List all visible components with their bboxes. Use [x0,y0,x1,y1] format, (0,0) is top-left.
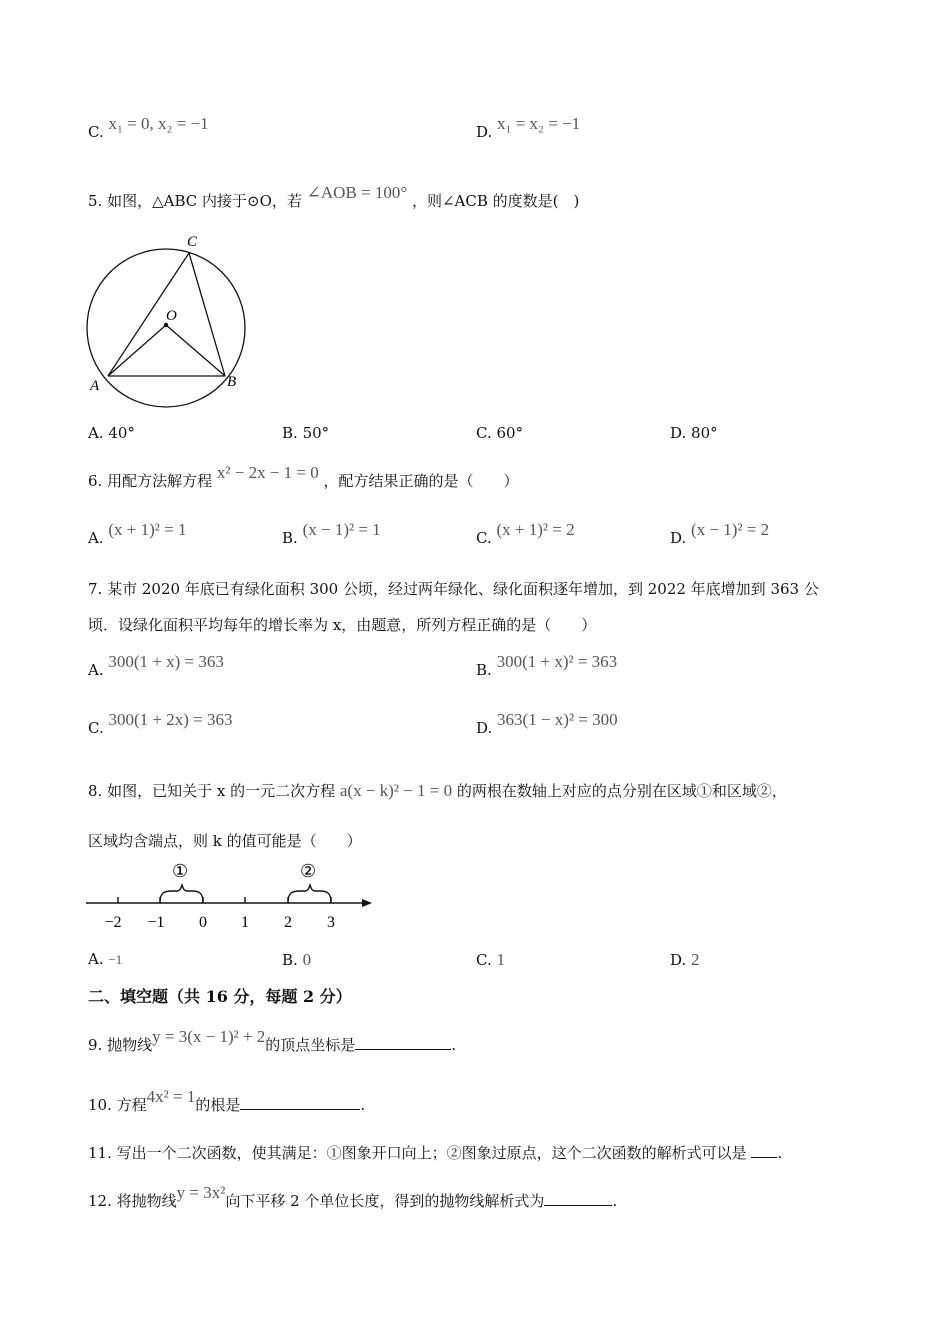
option-label: A. [88,950,104,968]
answer-blank[interactable] [355,1035,451,1050]
question-number: 6. [88,472,103,490]
option-label: C. [476,424,492,442]
option-value: 80° [691,424,718,442]
question-math: 4x² = 1 [146,1087,196,1106]
label-b: B [227,374,237,390]
question-number: 11. [88,1144,112,1162]
question-8-line2 [88,830,362,851]
question-text: 向下平移 2 个单位长度，得到的抛物线解析式为 [225,1192,545,1210]
option-label: D. [670,424,687,442]
option-value: 40° [108,424,135,442]
question-text: 如图，已知关于 x 的一元二次方程 [107,782,336,800]
question-text: 的两根在数轴上对应的点分别在区域①和区域②， [456,782,787,800]
brace-region-1 [160,885,203,902]
answer-blank[interactable] [544,1191,612,1206]
option-math: 300(1 + x)² = 363 [496,652,618,671]
question-text: 的根是 [195,1096,241,1114]
region-1-label: ① [172,861,189,881]
option-label: B. [476,661,492,679]
question-number: 7. [88,580,103,598]
q8-option-b [282,950,311,970]
question-7-line2 [88,614,596,635]
question-number: 9. [88,1036,103,1054]
option-label: B. [282,424,298,442]
question-number: 5. [88,192,103,210]
q7-option-b [476,652,618,680]
circle-o [87,249,245,407]
option-label: D. [670,951,687,969]
option-label: D. [476,719,493,737]
option-math: −1 [108,952,123,967]
question-12 [88,1183,618,1211]
option-math: (x + 1)² = 2 [496,520,575,539]
q6-option-d [670,520,770,548]
option-math: (x − 1)² = 1 [302,520,381,539]
tick-label: 3 [327,914,335,931]
option-label: C. [476,529,492,547]
tick-label: −1 [147,914,165,931]
q6-option-a [88,520,187,548]
question-6 [88,463,519,491]
question-5 [88,183,580,211]
option-value: 60° [496,424,524,442]
question-text: 抛物线 [107,1036,153,1054]
option-label: C. [476,951,492,969]
question-9 [88,1027,457,1055]
question-number: 10. [88,1096,112,1114]
q4-option-c [88,114,209,142]
question-text: 用配方法解方程 [107,472,213,490]
question-number: 8. [88,782,103,800]
q8-option-d [670,950,700,970]
question-7-line1 [88,578,819,599]
question-text: 方程 [116,1096,147,1114]
tick-label: −2 [104,914,122,931]
tick-label: 0 [199,914,207,931]
q4-option-d [476,114,581,142]
question-10 [88,1087,366,1115]
option-label: C. [88,719,104,737]
label-a: A [90,378,100,394]
number-line-figure [80,855,380,935]
answer-blank[interactable] [751,1143,777,1158]
option-label: D. [476,123,493,141]
option-math: 300(1 + 2x) = 363 [108,710,233,729]
question-text: . [777,1144,783,1162]
q6-option-b [282,520,381,548]
q8-option-a [88,950,122,968]
tick-label: 1 [241,914,249,931]
option-math: 0 [302,950,312,969]
q7-option-d [476,710,618,738]
option-label: A. [88,424,104,442]
question-text: 如图，△ABC 内接于⊙O，若 [107,192,302,210]
option-value: 50° [302,424,330,442]
question-11 [88,1142,782,1163]
q7-option-a [88,652,224,680]
segment-ob [166,325,225,376]
label-o: O [166,308,177,324]
option-math: 2 [691,950,700,969]
question-math: a(x − k)² − 1 = 0 [339,781,453,800]
question-text: 将抛物线 [116,1192,177,1210]
brace-region-2 [288,885,331,902]
option-label: A. [88,529,104,547]
region-2-label: ② [300,861,317,881]
circle-triangle-figure [80,228,260,408]
q6-option-c [476,520,575,548]
tick-label: 2 [284,914,292,931]
option-math: x₁ = 0, x₂ = −1 [108,114,209,133]
question-text: . [360,1096,366,1114]
question-8-line1 [88,780,787,801]
arrow-right-icon [362,899,372,907]
question-math: y = 3x² [176,1183,226,1202]
label-c: C [187,234,198,250]
question-number: 12. [88,1192,112,1210]
question-math: y = 3(x − 1)² + 2 [152,1027,266,1046]
question-text: 某市 2020 年底已有绿化面积 300 公顷，经过两年绿化、绿化面积逐年增加，到 2022 年底增加到 363 公 [107,580,819,598]
option-label: D. [670,529,687,547]
q7-option-c [88,710,233,738]
option-label: B. [282,529,298,547]
question-text: . [451,1036,457,1054]
option-math: 363(1 − x)² = 300 [497,710,618,729]
option-label: C. [88,123,104,141]
question-text: ，配方结果正确的是（ ） [323,472,519,490]
question-text: . [612,1192,618,1210]
option-math: (x − 1)² = 2 [691,520,770,539]
q5-option-b [282,424,329,442]
question-text: 写出一个二次函数，使其满足：①图象开口向上；②图象过原点，这个二次函数的解析式可以是 [116,1144,747,1162]
answer-blank[interactable] [240,1095,360,1110]
segment-ac [108,253,189,376]
question-text: 区域均含端点，则 k 的值可能是（ ） [88,832,362,850]
option-math: 1 [496,950,505,969]
option-label: A. [88,661,104,679]
question-text: ，则∠ACB 的度数是( ) [411,192,580,210]
option-label: B. [282,951,298,969]
q8-option-c [476,950,505,970]
question-text: 的顶点坐标是 [265,1036,356,1054]
option-math: x₁ = x₂ = −1 [497,114,581,133]
q5-option-a [88,424,135,442]
q5-option-c [476,424,523,442]
option-math: (x + 1)² = 1 [108,520,187,539]
question-math: ∠AOB = 100° [306,183,408,202]
question-math: x² − 2x − 1 = 0 [216,463,319,482]
section-2-heading: 二、填空题（共 16 分，每题 2 分） [88,987,352,1006]
segment-cb [189,253,225,376]
option-math: 300(1 + x) = 363 [108,652,224,671]
q5-option-d [670,424,718,442]
question-text: 顷．设绿化面积平均每年的增长率为 x，由题意，所列方程正确的是（ ） [88,616,597,634]
